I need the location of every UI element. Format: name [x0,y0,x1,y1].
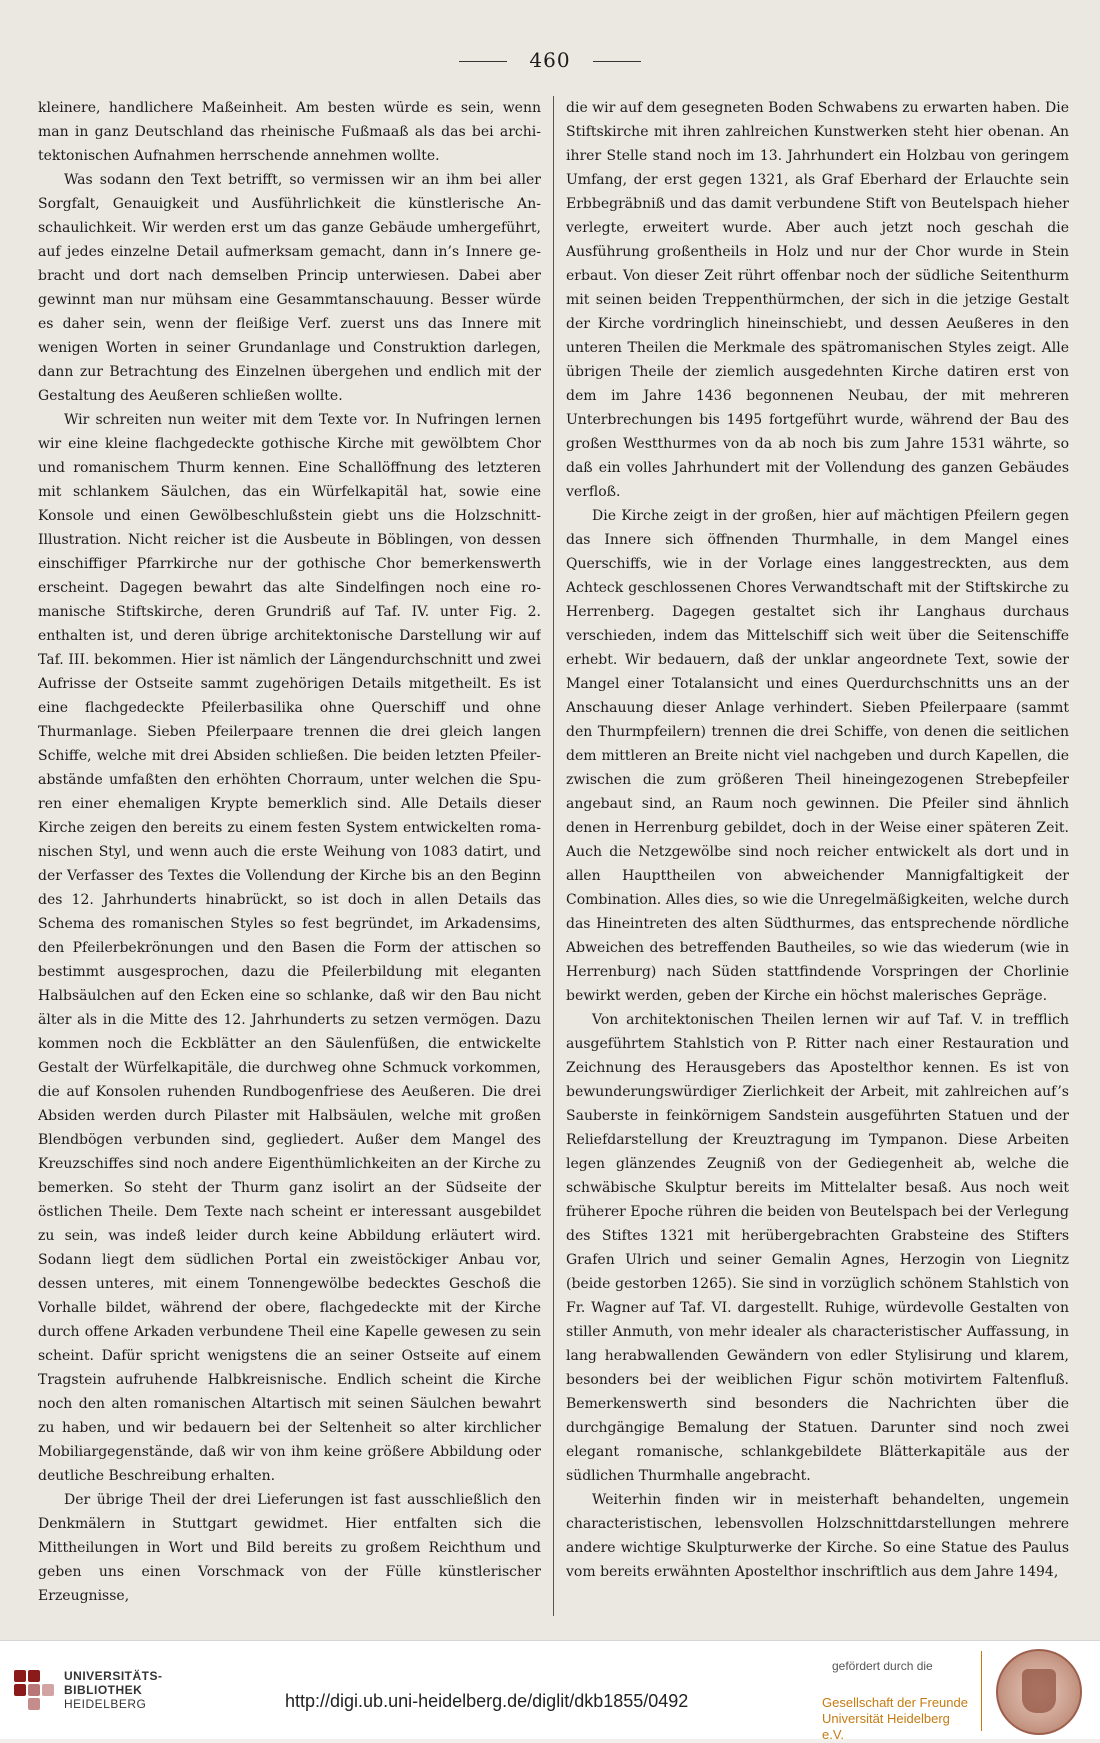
paragraph: Der übrige Theil der drei Lieferungen ist fast ausschließlich den Denkmälern in Stuttgart gewidmet. Hier entfalten sich die Mittheilungen in Wort und Bild bereits zu großem Reichthum und geben uns einen Vorschmack von der Fülle künstlerischer Erzeugnisse, [38,1492,541,1604]
text-columns [38,96,1069,1616]
library-logo-icon [14,1670,54,1710]
sponsor-block[interactable] [822,1659,972,1743]
footer-bar [0,1640,1100,1742]
header-rule-left [459,61,507,62]
university-library-logo[interactable] [14,1669,163,1711]
paragraph: Weiterhin finden wir in meisterhaft behandelten, ungemein characteristischen, lebensvollen Holzschnittdarstellungen mehrere andere wichtige Skulpturwerke der Kirche. So eine Statue des Paulus vom bereits erwähnten Apostelthor inschriftlich aus dem Jahre 1494, [566,1492,1069,1580]
column-divider [553,96,554,1616]
library-name-line2: BIBLIOTHEK [64,1683,143,1697]
sponsor-name-line2: Universität Heidelberg e.V. [822,1711,950,1742]
header-rule-right [593,61,641,62]
paragraph: Die Kirche zeigt in der großen, hier auf mächtigen Pfeilern gegen das Innere sich öffnenden Thurmhalle, in dem Mangel eines Querschiffs, wie in der Vorlage eines langgestreckten, aus dem Achteck geschlossenen Chores Verwandtschaft mit der Stiftskirche zu Herrenberg. Dagegen gestaltet sich ihr Langhaus durchaus verschieden, indem das Mittelschiff sich weit über die Seitenschiffe erhebt. Wir bedauern, daß der unklar angeordnete Text, sowie der Mangel einer Totalansicht und eines Querdurchschnitts uns an der Anschauung dieser Anlage verhindert. Sieben Pfeilerpaare (sammt den Thurmpfeilern) trennen die drei Schiffe, von denen die seitlichen dem mittleren an Breite nicht viel nachgeben und durch Kapellen, die zwischen die zum größeren Theil hineingezogenen Strebepfeiler angebaut sind, an Raum noch gewinnen. Die Pfeiler sind ähnlich denen in Herrenburg gebildet, doch in der Weise einer späteren Zeit. Auch die Netzgewölbe sind noch reicher entwickelt als dort und in allen Haupttheilen von abweichender Mannigfaltigkeit der Combination. Alles dies, so wie die Unregelmäßigkeiten, welche durch das Hineintreten des alten Südthurmes, das entsprechende nördliche Abweichen des betreffenden Bautheiles, so wie das wiederum (wie in Herrenburg) nach Süden stattfindende Vorspringen der Chorlinie bewirkt werden, geben der Kirche ein höchst malerisches Gepräge. [566,508,1069,1004]
library-name-line3: HEIDELBERG [64,1697,147,1711]
right-column [566,96,1069,1616]
page-number: 460 [529,48,571,72]
left-column [38,96,541,1616]
paragraph: die wir auf dem gesegneten Boden Schwabens zu erwarten haben. Die Stiftskirche mit ihren zahlreichen Kunstwerken steht hier obenan. An ihrer Stelle stand noch im 13. Jahrhundert ein Holzbau von geringem Umfang, der erst gegen 1321, als Graf Eberhard der Erlauchte sein Erbbegräbniß und das damit verbundene Stift von Beutelspach hieher verlegte, erweitert wurde. Aber auch jetzt noch geschah die Ausführung großentheils in Holz und nur der Chor wurde in Stein erbaut. Von dieser Zeit rührt offenbar noch der südliche Seitenthurm mit seinen beiden Treppenthürmchen, der sich in die jetzige Gestalt der Kirche vordringlich hineinschiebt, und dessen Aeußeres in den unteren Theilen die Merkmale des spätromanischen Styles zeigt. Alle übrigen Theile der ziemlich ausgedehnten Kirche datiren erst von dem im Jahre 1436 begonnenen Neubau, der mit mehreren Unterbrechungen bis 1495 fortgeführt wurde, während der Bau des großen Westthurmes von da ab noch bis zum Jahre 1531 währte, so daß ein volles Jahrhundert mit der Vollendung des ganzen Gebäudes verfloß. [566,100,1069,500]
permalink-url[interactable]: http://digi.ub.uni-heidelberg.de/diglit/dkb1855/0492 [285,1691,689,1711]
sponsor-label: gefördert durch die [832,1659,933,1673]
paragraph: Was sodann den Text betrifft, so vermissen wir an ihm bei aller Sorgfalt, Genauigkeit und Ausführlichkeit die künstlerische Anschaulichkeit. Wir werden erst um das ganze Gebäude umhergeführt, auf jedes einzelne Detail aufmerksam gemacht, dann in’s Innere gebracht und dort nach demselben Princip unterwiesen. Dabei aber gewinnt man nur mühsam eine Gesammtanschauung. Besser würde es daher sein, wenn der fleißige Verf. zuerst uns das Innere mit wenigen Worten in seiner Grundanlage und Construktion darlegen, dann zur Betrachtung des Einzelnen übergehen und endlich mit der Gestaltung des Aeußeren schließen wollte. [38,172,541,404]
library-name-line1: UNIVERSITÄTS- [64,1669,163,1683]
page-number-header [0,48,1100,72]
sponsor-name-line1: Gesellschaft der Freunde [822,1695,968,1710]
paragraph: kleinere, handlichere Maßeinheit. Am besten würde es sein, wenn man in ganz Deutschland das rheinische Fußmaaß als das bei architektonischen Aufnahmen herrschende annehmen wollte. [38,100,541,164]
paragraph: Wir schreiten nun weiter mit dem Texte vor. In Nufringen lernen wir eine kleine flachgedeckte gothische Kirche mit gewölbtem Chor und romanischem Thurm kennen. Eine Schallöffnung des letzteren mit schlankem Säulchen, das ein Würfelkapitäl hat, sowie eine Konsole und einen Gewölbeschlußstein giebt uns die Holzschnitt-Illustration. Nicht reicher ist die Ausbeute in Böblingen, von dessen einschiffiger Pfarrkirche nur der gothische Chor bemerkenswerth erscheint. Dagegen bewahrt das alte Sindelfingen noch eine romanische Stiftskirche, deren Grundriß auf Taf. IV. unter Fig. 2. enthalten ist, und deren übrige architektonische Darstellung wir auf Taf. III. bekommen. Hier ist nämlich der Längendurchschnitt und zwei Aufrisse der Ostseite sammt zugehörigen Details mitgetheilt. Es ist eine flachgedeckte Pfeilerbasilika ohne Querschiff und ohne Thurmanlage. Sieben Pfeilerpaare trennen die drei gleich langen Schiffe, welche mit drei Absiden schließen. Die beiden letzten Pfeilerabstände umfaßten den erhöhten Chorraum, unter welchen die Spuren einer ehemaligen Krypte bemerklich sind. Alle Details dieser Kirche zeigen den bereits zu einem festen System entwickelten romanischen Styl, und wenn auch die erste Weihung von 1083 datirt, und der Verfasser des Textes die Vollendung der Kirche bis an den Beginn des 12. Jahrhunderts hinabrückt, so ist doch in allen Details das Schema des romanischen Styles so fest begründet, im Arkadensims, den Pfeilerbekrönungen und den Basen die Form der attischen so bestimmt ausgesprochen, dazu die Pfeilerbildung mit eleganten Halbsäulchen auf den Ecken eine so schlanke, daß wir den Bau nicht älter als in die Mitte des 12. Jahrhunderts zu setzen vermögen. Dazu kommen noch die Eckblätter an den Säulenfüßen, die entwickelte Gestalt der Würfelkapitäle, die durchweg ohne Schmuck vorkommen, die auf Konsolen ruhenden Rundbogenfriese des Aeußeren. Die drei Absiden werden durch Pilaster mit Halbsäulen, welche mit großen Blendbögen verbunden sind, gegliedert. Außer dem Mangel des Kreuzschiffes sind noch andere Eigenthümlichkeiten an der Kirche zu bemerken. So steht der Thurm ganz isolirt an der Südseite der östlichen Theile. Dem Texte nach scheint er interessant ausgebildet zu sein, was indeß leider durch keine Abbildung erläutert wird. Sodann liegt dem südlichen Portal ein zweistöckiger Anbau vor, dessen unteres, mit einem Tonnengewölbe bedecktes Geschoß die Vorhalle bildet, während der obere, flachgedeckte mit der Kirche durch offene Arkaden verbundene Theil eine Kapelle gewesen zu sein scheint. Dafür spricht wenigstens die an seiner Ostseite auf einem Tragstein aufruhende Halbkreisnische. Endlich scheint die Kirche noch den alten romanischen Altartisch mit seinen Säulchen bewahrt zu haben, und wir bedauern bei der Seltenheit so alter kirchlicher Mobiliargegenstände, daß wir von ihm keine größere Abbildung oder deutliche Beschreibung erhalten. [38,412,541,1484]
university-seal-icon [996,1649,1082,1735]
sponsor-divider [981,1651,982,1731]
paragraph: Von architektonischen Theilen lernen wir auf Taf. V. in trefflich ausgeführtem Stahlstich von P. Ritter nach einer Restauration und Zeichnung des Herausgebers das Apostelthor kennen. Es ist von bewunderungswürdiger Zierlichkeit der Arbeit, mit zahlreichen auf’s Sauberste in feinkörnigem Sandstein ausgeführten Statuen und der Reliefdarstellung der Kreuztragung im Tympanon. Diese Arbeiten legen glänzendes Zeugniß von der Gediegenheit ab, welche die schwäbische Skulptur bereits im Mittelalter besaß. Aus noch weit früherer Epoche rühren die beiden von Beutelspach bei der Verlegung des Stiftes 1321 mit herübergebrachten Grabsteine des Stifters Grafen Ulrich und seiner Gemalin Agnes, Herzogin von Liegnitz (beide gestorben 1265). Sie sind in vorzüglich schönem Stahlstich von Fr. Wagner auf Taf. VI. dargestellt. Ruhige, würdevolle Gestalten von stiller Anmuth, von mehr idealer als characteristischer Auffassung, in lang herabwallenden Gewändern von edler Stylisirung und klarem, besonders bei der weiblichen Figur schön motivirtem Faltenfluß. Bemerkenswerth sind besonders die Nachrichten über die durchgängige Bemalung der Statuen. Darunter sind noch zwei elegant romanische, schlankgebildete Blätterkapitäle aus der südlichen Thurmhalle angebracht. [566,1012,1069,1484]
